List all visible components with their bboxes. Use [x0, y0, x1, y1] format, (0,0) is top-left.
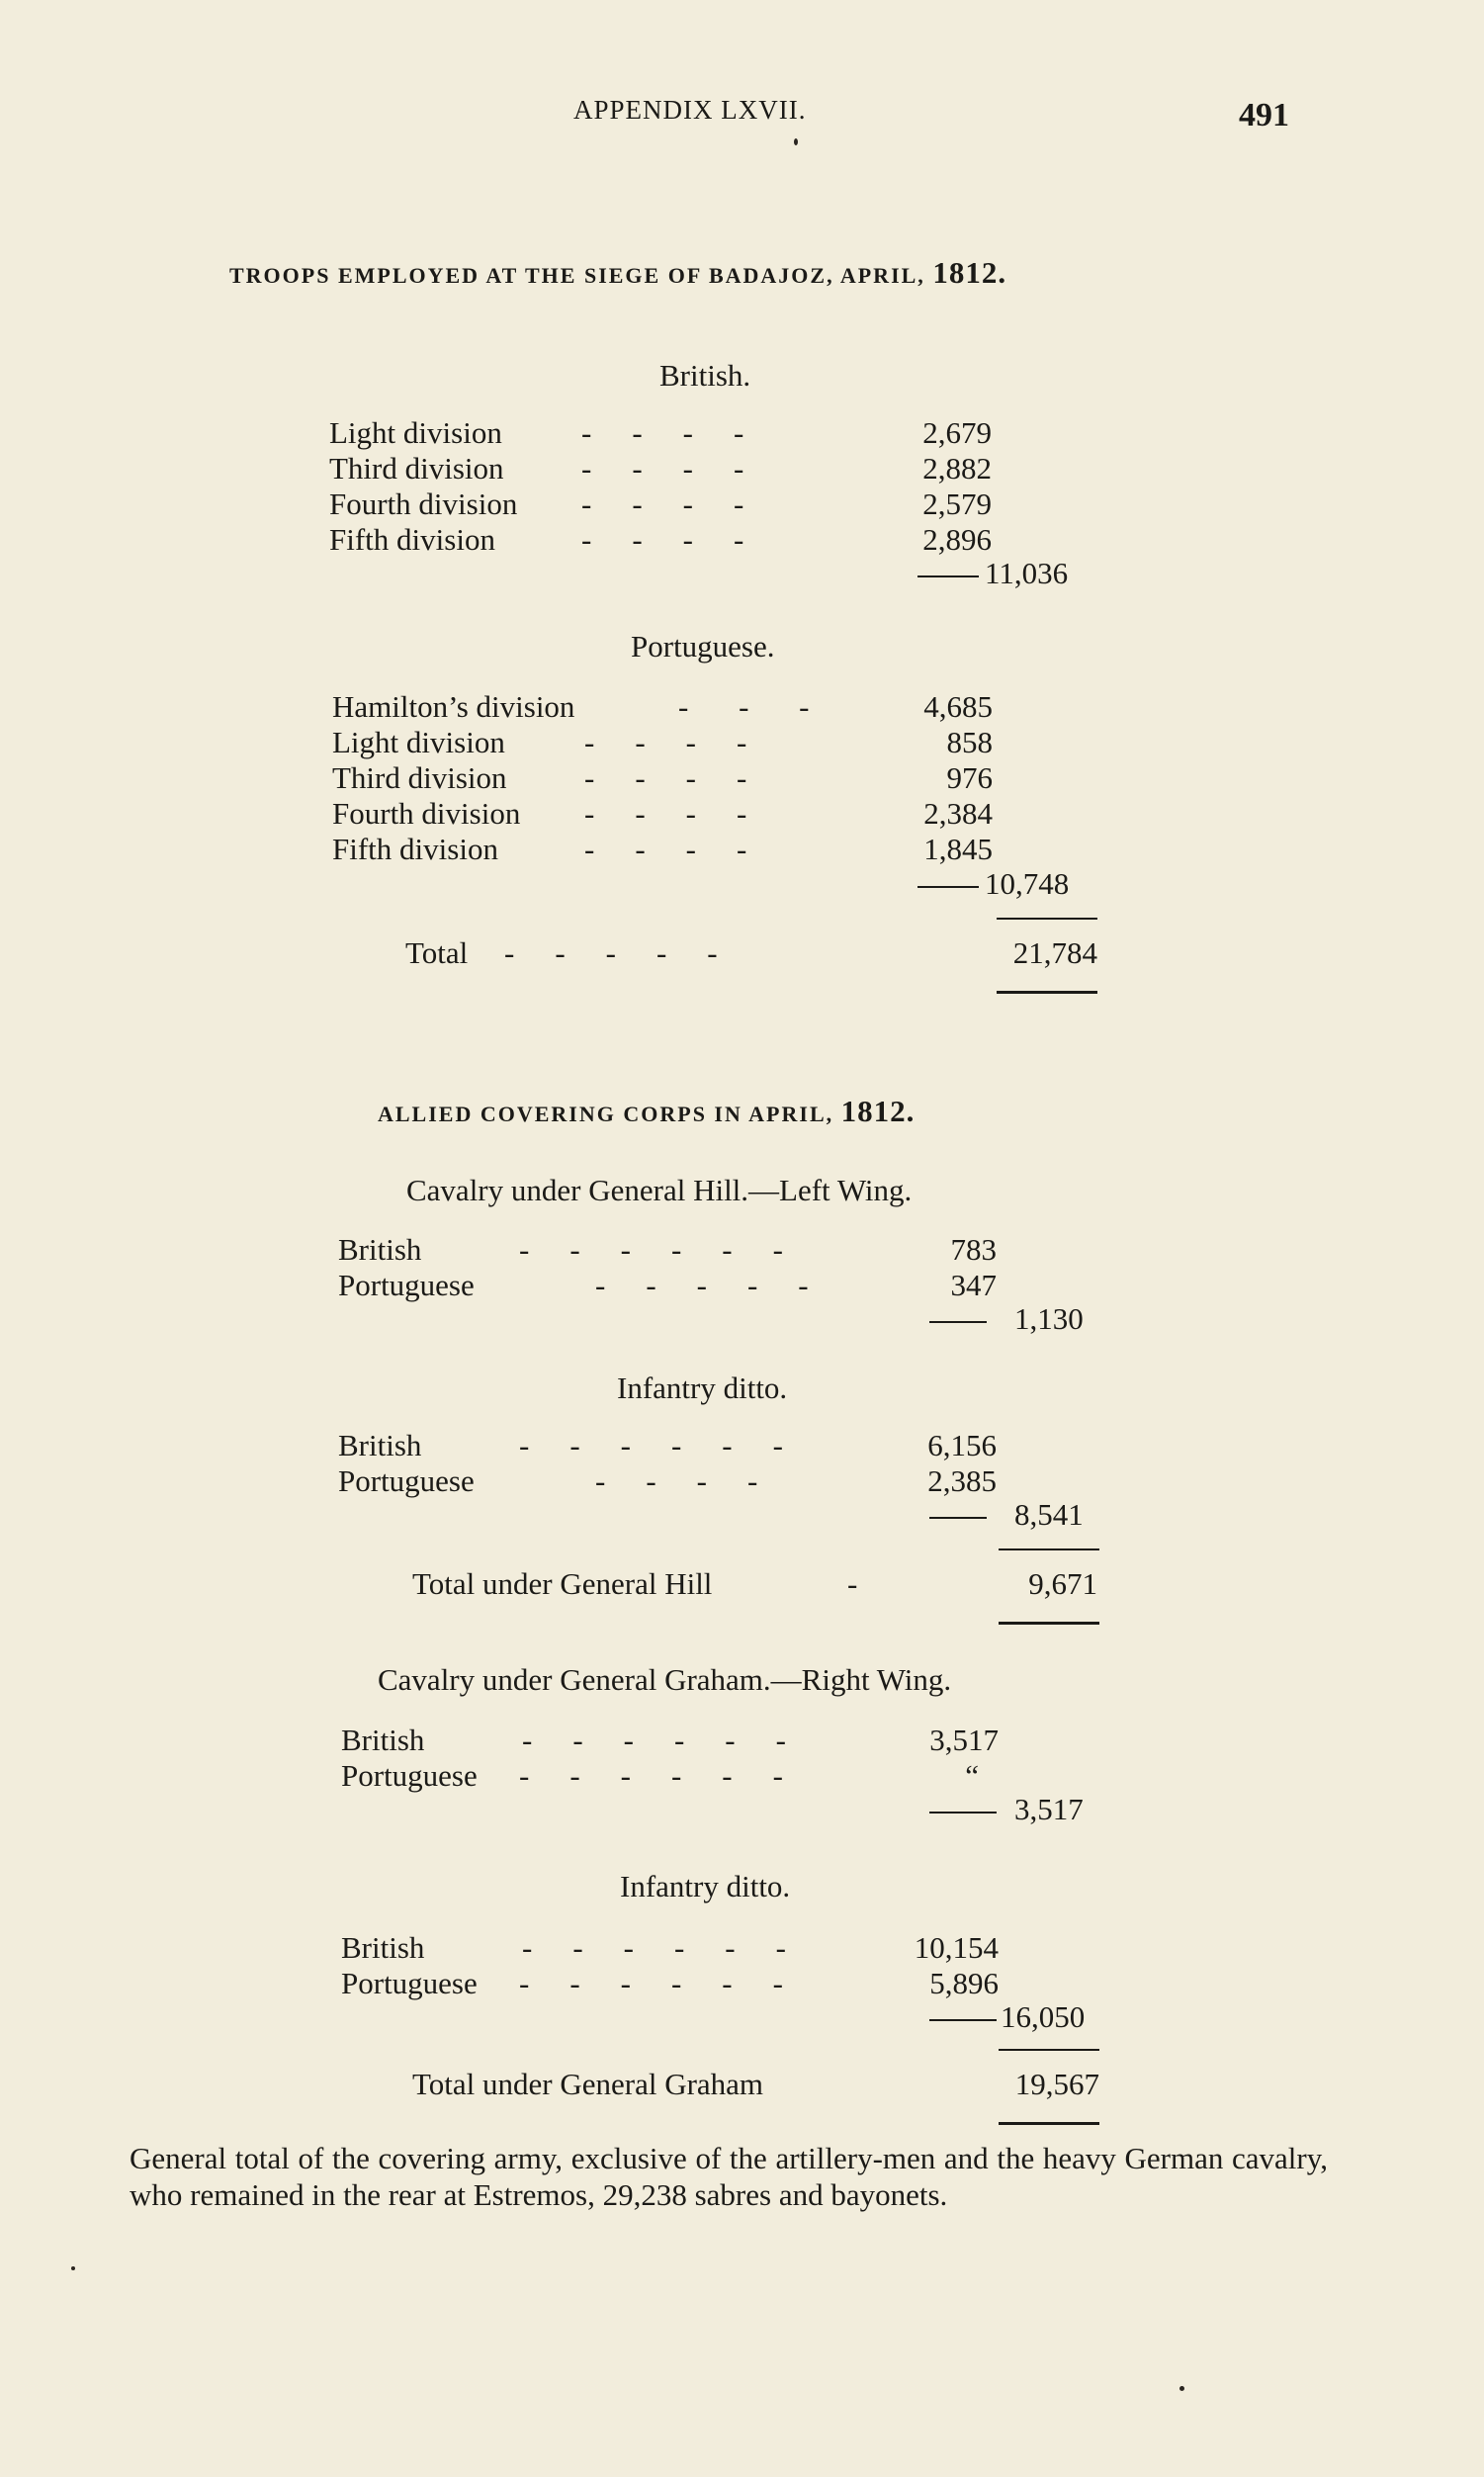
total-rule-bottom: [997, 991, 1097, 994]
row-value: 2,882: [922, 451, 992, 486]
row-value: 783: [950, 1232, 997, 1267]
row-label: Fifth division: [329, 522, 495, 557]
subtotal-value: 16,050: [1001, 1999, 1086, 2034]
graham-infantry-heading: Infantry ditto.: [620, 1869, 791, 1903]
page-number: 491: [1239, 97, 1289, 133]
siege-total-row: [405, 935, 1097, 971]
leader-dots: - - - - - -: [522, 1930, 788, 1965]
table-row: [332, 760, 1024, 796]
print-speck: [794, 138, 798, 145]
leader-dots: - - - -: [581, 415, 746, 450]
hill-cavalry-subtotal: [929, 1301, 1084, 1337]
table-row: [332, 689, 1024, 725]
row-value: 4,685: [923, 689, 993, 724]
table-row: [329, 487, 1021, 522]
leader-dots: - - - - - -: [519, 1232, 785, 1267]
table-row: [341, 1723, 1033, 1758]
covering-title: [378, 1094, 915, 1129]
row-value: 858: [946, 725, 993, 759]
leader-dots: - - - - - -: [519, 1758, 785, 1793]
row-label: Fourth division: [329, 487, 518, 521]
total-label: Total under General Graham: [412, 2067, 764, 2101]
row-value: “: [965, 1758, 979, 1793]
graham-infantry-subtotal: [929, 1999, 1085, 2035]
table-row: [338, 1428, 1030, 1463]
closing-paragraph: General total of the covering army, exclusive of the artillery-men and the heavy German cavalry, who remained in the rear at Estremos, 29,238 sabres and bayonets.: [130, 2141, 1328, 2212]
print-speck: [1179, 2386, 1184, 2391]
table-row: [341, 1930, 1033, 1966]
subtotal-value: 11,036: [985, 556, 1069, 590]
row-value: 6,156: [927, 1428, 997, 1462]
british-heading: British.: [659, 358, 751, 393]
subtotal-dash: [917, 575, 979, 577]
row-label: Third division: [329, 451, 504, 486]
row-label: British: [341, 1930, 425, 1965]
leader-dots: - - -: [678, 689, 812, 724]
subtotal-dash: [917, 886, 979, 888]
siege-title-text: TROOPS EMPLOYED AT THE SIEGE OF BADAJOZ, APRIL,: [229, 263, 925, 288]
total-rule-bottom: [999, 1622, 1099, 1625]
table-row: [332, 725, 1024, 760]
row-label: Hamilton’s division: [332, 689, 575, 724]
subtotal-value: 10,748: [985, 866, 1070, 901]
leader-dots: - - - - - -: [519, 1966, 785, 2000]
table-row: [332, 796, 1024, 832]
row-label: British: [341, 1723, 425, 1757]
total-rule-top: [999, 2049, 1099, 2051]
total-rule-top: [999, 1548, 1099, 1550]
total-rule-bottom: [999, 2122, 1099, 2125]
row-value: 5,896: [929, 1966, 999, 2000]
row-value: 2,385: [927, 1463, 997, 1498]
row-value: 2,579: [922, 487, 992, 521]
subtotal-value: 3,517: [1014, 1792, 1084, 1826]
subtotal-value: 1,130: [1014, 1301, 1084, 1336]
leader-dots: - - - -: [584, 725, 749, 759]
running-head: APPENDIX LXVII.: [573, 95, 807, 125]
row-value: 10,154: [914, 1930, 999, 1965]
subtotal-value: 8,541: [1014, 1497, 1084, 1532]
total-label: Total under General Hill: [412, 1566, 713, 1601]
row-label: Third division: [332, 760, 507, 795]
siege-title-year: 1812.: [932, 255, 1007, 290]
hill-total-row: [412, 1566, 1104, 1602]
table-row: [329, 415, 1021, 451]
subtotal-dash: [929, 1321, 987, 1323]
row-label: Portuguese: [338, 1463, 475, 1498]
leader-dots: - - - -: [584, 796, 749, 831]
table-row: [332, 832, 1024, 867]
total-value: 21,784: [1012, 935, 1097, 970]
graham-cavalry-heading: Cavalry under General Graham.—Right Wing.: [378, 1662, 952, 1697]
print-speck: [71, 2266, 75, 2270]
total-label: Total: [405, 935, 469, 970]
row-value: 347: [950, 1268, 997, 1302]
leader-dots: - - - - - -: [522, 1723, 788, 1757]
graham-total-row: [412, 2067, 1104, 2102]
total-value: 19,567: [1014, 2067, 1099, 2101]
leader-dots: -: [847, 1566, 860, 1601]
row-value: 3,517: [929, 1723, 999, 1757]
leader-dots: - - - - -: [595, 1268, 811, 1302]
hill-infantry-heading: Infantry ditto.: [617, 1371, 788, 1405]
row-label: Light division: [332, 725, 505, 759]
leader-dots: - - - - -: [504, 935, 720, 970]
subtotal-dash: [929, 2019, 997, 2021]
row-label: British: [338, 1232, 422, 1267]
leader-dots: - - - -: [581, 487, 746, 521]
total-value: 9,671: [1028, 1566, 1097, 1601]
row-label: Fifth division: [332, 832, 498, 866]
table-row: [329, 522, 1021, 558]
british-subtotal: [917, 556, 1068, 591]
row-value: 2,384: [923, 796, 993, 831]
covering-title-year: 1812.: [840, 1094, 916, 1128]
row-label: Portuguese: [338, 1268, 475, 1302]
table-row: [338, 1232, 1030, 1268]
leader-dots: - - - -: [581, 451, 746, 486]
row-value: 1,845: [923, 832, 993, 866]
leader-dots: - - - -: [584, 760, 749, 795]
leader-dots: - - - -: [581, 522, 746, 557]
graham-cavalry-subtotal: [929, 1792, 1084, 1827]
row-value: 2,896: [922, 522, 992, 557]
row-label: Portuguese: [341, 1966, 478, 2000]
row-label: Fourth division: [332, 796, 521, 831]
table-row: [329, 451, 1021, 487]
siege-title: [229, 255, 1006, 291]
subtotal-dash: [929, 1517, 987, 1519]
table-row: [338, 1463, 1030, 1499]
covering-title-text: ALLIED COVERING CORPS IN APRIL,: [378, 1102, 834, 1126]
hill-cavalry-heading: Cavalry under General Hill.—Left Wing.: [406, 1173, 913, 1207]
portuguese-heading: Portuguese.: [631, 629, 775, 663]
table-row: [341, 1758, 1033, 1794]
portuguese-subtotal: [917, 866, 1069, 902]
total-rule-top: [997, 918, 1097, 920]
table-row: [341, 1966, 1033, 2001]
row-value: 2,679: [922, 415, 992, 450]
leader-dots: - - - -: [595, 1463, 760, 1498]
row-label: Portuguese: [341, 1758, 478, 1793]
row-value: 976: [946, 760, 993, 795]
leader-dots: - - - - - -: [519, 1428, 785, 1462]
hill-infantry-subtotal: [929, 1497, 1084, 1533]
leader-dots: - - - -: [584, 832, 749, 866]
subtotal-dash: [929, 1812, 997, 1814]
table-row: [338, 1268, 1030, 1303]
row-label: British: [338, 1428, 422, 1462]
row-label: Light division: [329, 415, 502, 450]
